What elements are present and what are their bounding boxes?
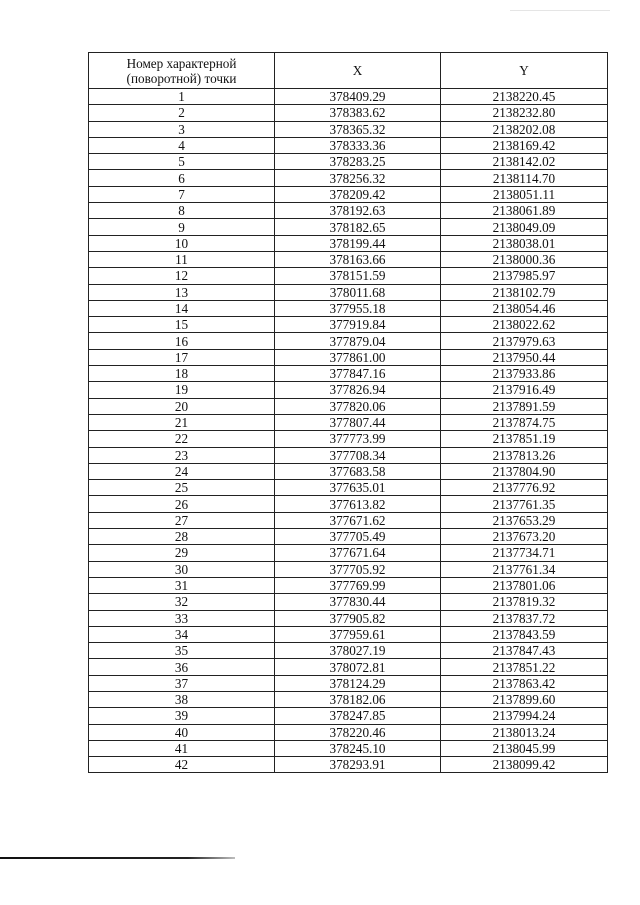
scan-artifact [510,10,610,11]
x-coordinate-cell: 378256.32 [275,170,441,186]
y-coordinate-cell: 2137874.75 [441,414,608,430]
coordinates-table [88,52,608,773]
table-row [89,561,608,577]
y-coordinate-cell: 2137843.59 [441,626,608,642]
point-number-cell: 39 [89,708,275,724]
table-row [89,300,608,316]
y-coordinate-cell: 2138202.08 [441,121,608,137]
y-coordinate-cell: 2137899.60 [441,691,608,707]
header-point-number-label: Номер характерной (поворотной) точки [126,55,237,86]
y-coordinate-cell: 2138102.79 [441,284,608,300]
x-coordinate-cell: 378072.81 [275,659,441,675]
table-row [89,414,608,430]
y-coordinate-cell: 2137734.71 [441,545,608,561]
x-coordinate-cell: 377847.16 [275,366,441,382]
table-row [89,235,608,251]
y-coordinate-cell: 2137761.35 [441,496,608,512]
x-coordinate-cell: 377769.99 [275,577,441,593]
table-row [89,89,608,105]
x-coordinate-cell: 378199.44 [275,235,441,251]
point-number-cell: 24 [89,463,275,479]
y-coordinate-cell: 2137673.20 [441,529,608,545]
point-number-cell: 2 [89,105,275,121]
table-row [89,317,608,333]
point-number-cell: 38 [89,691,275,707]
table-row [89,545,608,561]
point-number-cell: 23 [89,447,275,463]
point-number-cell: 20 [89,398,275,414]
x-coordinate-cell: 378011.68 [275,284,441,300]
point-number-cell: 19 [89,382,275,398]
table-row [89,170,608,186]
point-number-cell: 11 [89,251,275,267]
y-coordinate-cell: 2137761.34 [441,561,608,577]
x-coordinate-cell: 377879.04 [275,333,441,349]
table-row [89,382,608,398]
point-number-cell: 6 [89,170,275,186]
point-number-cell: 40 [89,724,275,740]
table-row [89,431,608,447]
y-coordinate-cell: 2138169.42 [441,137,608,153]
point-number-cell: 34 [89,626,275,642]
header-point-number [89,53,275,89]
y-coordinate-cell: 2138049.09 [441,219,608,235]
table-row [89,496,608,512]
table-row [89,251,608,267]
x-coordinate-cell: 377955.18 [275,300,441,316]
x-coordinate-cell: 378293.91 [275,757,441,773]
table-row [89,121,608,137]
point-number-cell: 36 [89,659,275,675]
y-coordinate-cell: 2137776.92 [441,480,608,496]
point-number-cell: 12 [89,268,275,284]
point-number-cell: 4 [89,137,275,153]
point-number-cell: 13 [89,284,275,300]
y-coordinate-cell: 2138000.36 [441,251,608,267]
x-coordinate-cell: 377919.84 [275,317,441,333]
bottom-rule [0,857,235,859]
point-number-cell: 31 [89,577,275,593]
y-coordinate-cell: 2138142.02 [441,154,608,170]
table-row [89,186,608,202]
x-coordinate-cell: 378163.66 [275,251,441,267]
table-row [89,463,608,479]
table-row [89,137,608,153]
x-coordinate-cell: 378027.19 [275,643,441,659]
table-row [89,643,608,659]
y-coordinate-cell: 2138232.80 [441,105,608,121]
table-row [89,154,608,170]
y-coordinate-cell: 2137916.49 [441,382,608,398]
x-coordinate-cell: 378182.06 [275,691,441,707]
table-row [89,268,608,284]
y-coordinate-cell: 2138022.62 [441,317,608,333]
x-coordinate-cell: 378247.85 [275,708,441,724]
header-y: Y [441,53,608,89]
table-row [89,203,608,219]
x-coordinate-cell: 377905.82 [275,610,441,626]
y-coordinate-cell: 2138038.01 [441,235,608,251]
y-coordinate-cell: 2138114.70 [441,170,608,186]
table-row [89,724,608,740]
y-coordinate-cell: 2137819.32 [441,594,608,610]
x-coordinate-cell: 378192.63 [275,203,441,219]
table-body [89,89,608,773]
x-coordinate-cell: 377705.92 [275,561,441,577]
x-coordinate-cell: 377861.00 [275,349,441,365]
table-row [89,284,608,300]
table-row [89,105,608,121]
point-number-cell: 16 [89,333,275,349]
point-number-cell: 28 [89,529,275,545]
table-row [89,480,608,496]
x-coordinate-cell: 377807.44 [275,414,441,430]
point-number-cell: 25 [89,480,275,496]
point-number-cell: 32 [89,594,275,610]
y-coordinate-cell: 2137837.72 [441,610,608,626]
x-coordinate-cell: 378182.65 [275,219,441,235]
point-number-cell: 21 [89,414,275,430]
y-coordinate-cell: 2138045.99 [441,740,608,756]
point-number-cell: 41 [89,740,275,756]
point-number-cell: 15 [89,317,275,333]
y-coordinate-cell: 2138013.24 [441,724,608,740]
table-row [89,626,608,642]
x-coordinate-cell: 377613.82 [275,496,441,512]
y-coordinate-cell: 2138220.45 [441,89,608,105]
y-coordinate-cell: 2137863.42 [441,675,608,691]
point-number-cell: 10 [89,235,275,251]
y-coordinate-cell: 2137994.24 [441,708,608,724]
x-coordinate-cell: 378209.42 [275,186,441,202]
header-row [89,53,608,89]
point-number-cell: 3 [89,121,275,137]
table-row [89,740,608,756]
point-number-cell: 5 [89,154,275,170]
x-coordinate-cell: 377705.49 [275,529,441,545]
table-row [89,529,608,545]
x-coordinate-cell: 377773.99 [275,431,441,447]
x-coordinate-cell: 377671.62 [275,512,441,528]
table-row [89,333,608,349]
point-number-cell: 35 [89,643,275,659]
point-number-cell: 27 [89,512,275,528]
y-coordinate-cell: 2137979.63 [441,333,608,349]
point-number-cell: 17 [89,349,275,365]
y-coordinate-cell: 2137851.19 [441,431,608,447]
y-coordinate-cell: 2137950.44 [441,349,608,365]
x-coordinate-cell: 377708.34 [275,447,441,463]
x-coordinate-cell: 377830.44 [275,594,441,610]
y-coordinate-cell: 2137804.90 [441,463,608,479]
point-number-cell: 30 [89,561,275,577]
table-row [89,398,608,414]
table-row [89,349,608,365]
point-number-cell: 7 [89,186,275,202]
y-coordinate-cell: 2138099.42 [441,757,608,773]
table-row [89,757,608,773]
table-header [89,53,608,89]
y-coordinate-cell: 2137985.97 [441,268,608,284]
table-row [89,708,608,724]
point-number-cell: 18 [89,366,275,382]
point-number-cell: 37 [89,675,275,691]
x-coordinate-cell: 378151.59 [275,268,441,284]
table-row [89,691,608,707]
point-number-cell: 26 [89,496,275,512]
table-row [89,219,608,235]
x-coordinate-cell: 378383.62 [275,105,441,121]
table-row [89,675,608,691]
table-row [89,577,608,593]
point-number-cell: 22 [89,431,275,447]
point-number-cell: 14 [89,300,275,316]
x-coordinate-cell: 377671.64 [275,545,441,561]
y-coordinate-cell: 2137933.86 [441,366,608,382]
table-row [89,659,608,675]
point-number-cell: 33 [89,610,275,626]
x-coordinate-cell: 378409.29 [275,89,441,105]
x-coordinate-cell: 378124.29 [275,675,441,691]
table-row [89,447,608,463]
y-coordinate-cell: 2137653.29 [441,512,608,528]
table-row [89,366,608,382]
y-coordinate-cell: 2137851.22 [441,659,608,675]
y-coordinate-cell: 2137847.43 [441,643,608,659]
table-row [89,594,608,610]
y-coordinate-cell: 2138051.11 [441,186,608,202]
x-coordinate-cell: 378283.25 [275,154,441,170]
table-row [89,512,608,528]
point-number-cell: 1 [89,89,275,105]
x-coordinate-cell: 377826.94 [275,382,441,398]
y-coordinate-cell: 2138061.89 [441,203,608,219]
x-coordinate-cell: 378220.46 [275,724,441,740]
y-coordinate-cell: 2137891.59 [441,398,608,414]
point-number-cell: 8 [89,203,275,219]
y-coordinate-cell: 2138054.46 [441,300,608,316]
x-coordinate-cell: 378333.36 [275,137,441,153]
x-coordinate-cell: 377683.58 [275,463,441,479]
table-row [89,610,608,626]
x-coordinate-cell: 377820.06 [275,398,441,414]
x-coordinate-cell: 378245.10 [275,740,441,756]
point-number-cell: 42 [89,757,275,773]
header-x: X [275,53,441,89]
point-number-cell: 9 [89,219,275,235]
x-coordinate-cell: 377959.61 [275,626,441,642]
point-number-cell: 29 [89,545,275,561]
x-coordinate-cell: 378365.32 [275,121,441,137]
y-coordinate-cell: 2137801.06 [441,577,608,593]
y-coordinate-cell: 2137813.26 [441,447,608,463]
x-coordinate-cell: 377635.01 [275,480,441,496]
